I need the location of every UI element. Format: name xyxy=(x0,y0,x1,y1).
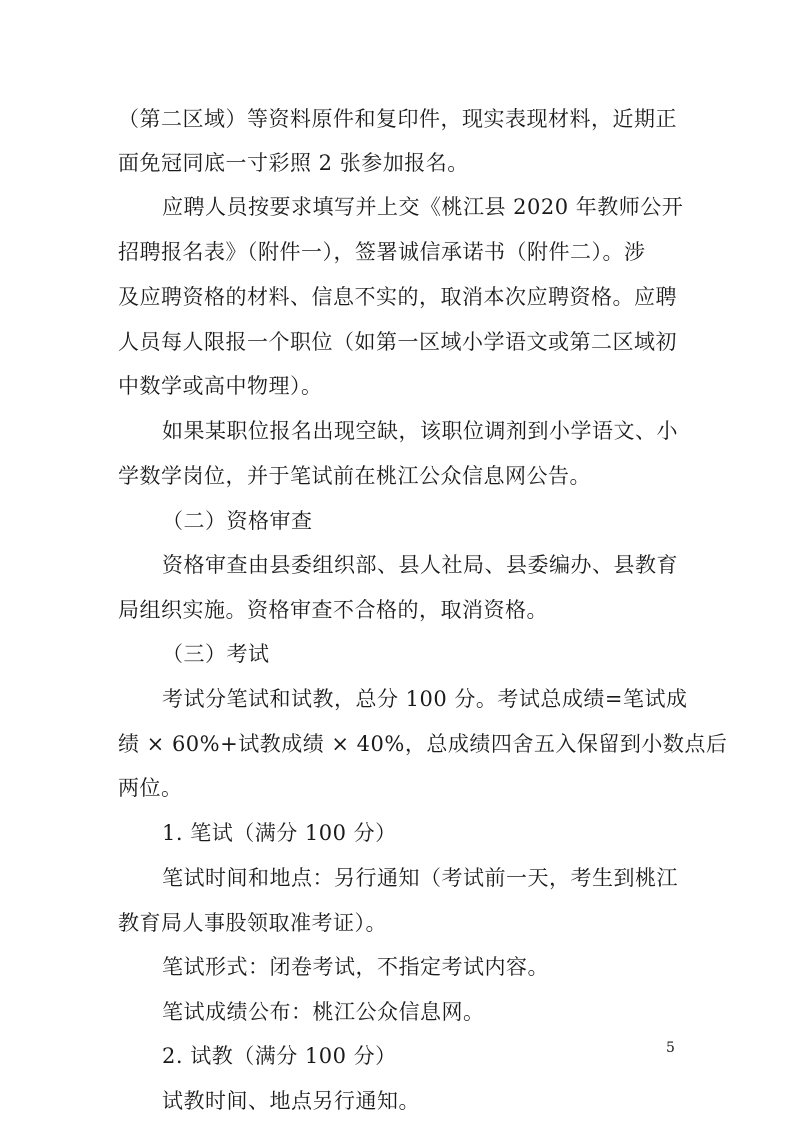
paragraph-line: 绩 × 60%+试教成绩 × 40%，总成绩四舍五入保留到小数点后 xyxy=(118,732,728,756)
page-number: 5 xyxy=(666,1040,675,1056)
paragraph-line: 学数学岗位，并于笔试前在桃江公众信息网公告。 xyxy=(118,464,591,488)
subsection-heading: 2. 试教（满分 100 分） xyxy=(162,1044,397,1068)
paragraph-line: 笔试成绩公布：桃江公众信息网。 xyxy=(162,1000,485,1024)
paragraph-line: 考试分笔试和试教，总分 100 分。考试总成绩=笔试成 xyxy=(162,687,688,711)
paragraph-line: 教育局人事股领取准考证）。 xyxy=(118,911,387,935)
paragraph-line: 中数学或高中物理）。 xyxy=(118,374,323,398)
paragraph-line: 局组织实施。资格审查不合格的，取消资格。 xyxy=(118,598,548,622)
paragraph-line: 招聘报名表》（附件一），签署诚信承诺书（附件二）。涉 xyxy=(118,240,646,264)
paragraph-line: （第二区域）等资料原件和复印件，现实表现材料，近期正 xyxy=(118,107,677,131)
paragraph-line: 笔试形式：闭卷考试，不指定考试内容。 xyxy=(162,955,549,979)
paragraph-line: 面免冠同底一寸彩照 2 张参加报名。 xyxy=(118,151,469,175)
paragraph-line: 应聘人员按要求填写并上交《桃江县 2020 年教师公开 xyxy=(162,195,684,219)
paragraph-line: 笔试时间和地点：另行通知（考试前一天，考生到桃江 xyxy=(162,866,678,890)
section-heading: （二）资格审查 xyxy=(162,509,313,533)
paragraph-line: 两位。 xyxy=(118,776,183,800)
paragraph-line: 人员每人限报一个职位（如第一区域小学语文或第二区域初 xyxy=(118,330,677,354)
paragraph-line: 试教时间、地点另行通知。 xyxy=(162,1089,420,1113)
section-heading: （三）考试 xyxy=(162,642,270,666)
subsection-heading: 1. 笔试（满分 100 分） xyxy=(162,821,397,845)
paragraph-line: 资格审查由县委组织部、县人社局、县委编办、县教育 xyxy=(162,553,678,577)
paragraph-line: 及应聘资格的材料、信息不实的，取消本次应聘资格。应聘 xyxy=(118,285,677,309)
paragraph-line: 如果某职位报名出现空缺，该职位调剂到小学语文、小 xyxy=(162,419,678,443)
